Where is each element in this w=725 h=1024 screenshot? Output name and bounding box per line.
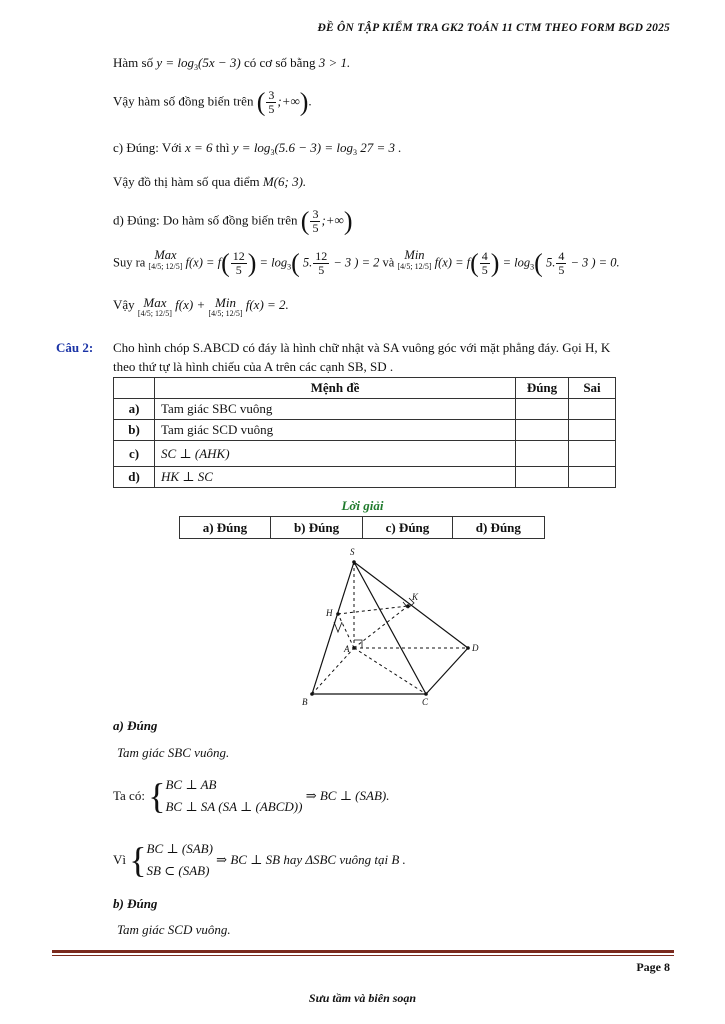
- answer-c: c) Đúng: [363, 517, 452, 539]
- text: thì: [215, 140, 233, 155]
- text: Vậy đồ thị hàm số qua điểm: [113, 174, 263, 189]
- point-k: [406, 604, 410, 608]
- math: (5.6 − 3) = log: [274, 140, 354, 155]
- checkbox-true[interactable]: [516, 441, 569, 467]
- header-statement: Mệnh đề: [155, 378, 516, 399]
- statement-table: [113, 377, 616, 488]
- seg-hk: [338, 606, 408, 614]
- header-true: Đúng: [516, 378, 569, 399]
- math: ;+∞: [321, 212, 344, 228]
- question-label: Câu 2:: [56, 340, 94, 355]
- question-text-1: Cho hình chóp S.ABCD có đáy là hình chữ nhật và SA vuông góc với mặt phẳng đáy. Gọi H, K: [113, 340, 611, 355]
- part-a-line1: Tam giác SBC vuông.: [117, 745, 230, 760]
- line-c-true: c) Đúng: Với x = 6 thì $y = \log_3(5.6 - 3) = \log_3 27 = 3$ .: [113, 140, 402, 157]
- pyramid-figure: [290, 542, 490, 707]
- table-row: d) HK ⊥ SC: [114, 467, 616, 488]
- fraction: $\frac{3}{5}$: [312, 207, 319, 235]
- footer-divider-thin: [52, 955, 674, 956]
- text: Vậy: [113, 297, 138, 312]
- line-log-base: [113, 55, 350, 76]
- answer-table: [179, 516, 545, 539]
- point-a: [352, 646, 356, 650]
- fraction: $\frac{3}{5}$: [268, 88, 275, 116]
- math: y = log: [232, 140, 271, 155]
- part-b-heading: b) Đúng: [113, 896, 158, 911]
- math: 27 = 3 .: [357, 140, 402, 155]
- part-a-system-2: Vì { BC ⊥ (SAB) SB ⊂ (SAB) ⇒ BC ⊥ SB hay ΔSBC vuông tại B .: [113, 840, 406, 880]
- point-d: [466, 646, 470, 650]
- seg-ah: [338, 614, 354, 648]
- line-d-true: d) Đúng: Do hàm số đồng biến trên ( $\frac{3}{5}$ ;+∞): [113, 206, 353, 236]
- edge-sb: [312, 562, 354, 694]
- math: M(6; 3).: [262, 174, 307, 189]
- table-header-row: [114, 378, 616, 399]
- part-a-heading: a) Đúng: [113, 718, 158, 733]
- line-increasing: Vậy hàm số đồng biến trên ( $\frac{3}{5}$ ;+∞).: [113, 87, 312, 117]
- math: 3 > 1.: [318, 55, 351, 70]
- point-b: [310, 692, 314, 696]
- checkbox-true[interactable]: [516, 420, 569, 441]
- math: (5x − 3): [198, 55, 241, 70]
- max-operator: Max [4/5; 12/5]: [148, 248, 183, 271]
- text: d) Đúng: Do hàm số đồng biến trên: [113, 212, 301, 228]
- checkbox-true[interactable]: [516, 467, 569, 488]
- text: Vậy hàm số đồng biến trên: [113, 93, 257, 109]
- table-row: b) Tam giác SCD vuông: [114, 420, 616, 441]
- checkbox-false[interactable]: [569, 441, 616, 467]
- footer-divider: [52, 950, 674, 953]
- page-number: Page 8: [636, 960, 670, 974]
- checkbox-false[interactable]: [569, 399, 616, 420]
- min-operator: Min [4/5; 12/5]: [397, 248, 432, 271]
- checkbox-false[interactable]: [569, 420, 616, 441]
- text: c) Đúng: Với: [113, 140, 185, 155]
- question-text-2: theo thứ tự là hình chiếu của A trên các cạnh SB, SD .: [113, 359, 394, 374]
- min-operator: Min [4/5; 12/5]: [208, 295, 243, 318]
- label-s: S: [350, 547, 355, 557]
- solution-title: Lời giải: [341, 498, 384, 513]
- edge-ab: [312, 648, 354, 694]
- label-d: D: [472, 643, 479, 653]
- table-row: a) Tam giác SBC vuông: [114, 399, 616, 420]
- math: y = log: [156, 55, 194, 70]
- seg-ac: [354, 648, 426, 694]
- footer-credit: Sưu tầm và biên soạn: [308, 991, 417, 1005]
- table-row: c) SC ⊥ (AHK): [114, 441, 616, 467]
- answer-b: b) Đúng: [270, 517, 362, 539]
- label-b: B: [302, 697, 308, 707]
- edge-cd: [426, 648, 468, 694]
- text: Hàm số: [113, 55, 157, 70]
- label-c: C: [422, 697, 429, 707]
- header-false: Sai: [569, 378, 616, 399]
- text: Suy ra: [113, 255, 149, 270]
- edge-sc: [354, 562, 426, 694]
- point-s: [352, 560, 356, 564]
- line-sum: Vậy Max [4/5; 12/5] f(x) + Min [4/5; 12/5] f(x) = 2.: [113, 295, 289, 318]
- answer-a: a) Đúng: [180, 517, 271, 539]
- line-point-m: [113, 174, 306, 190]
- text: có cơ số bằng: [243, 55, 319, 70]
- math: x = 6: [185, 140, 213, 155]
- label-a: A: [344, 644, 350, 654]
- math-sub: 3: [194, 63, 198, 72]
- max-operator: Max [4/5; 12/5]: [137, 295, 172, 318]
- page-header: ĐỀ ÔN TẬP KIỂM TRA GK2 TOÁN 11 CTM THEO FORM BGD 2025: [317, 22, 670, 34]
- answer-d: d) Đúng: [452, 517, 544, 539]
- checkbox-false[interactable]: [569, 467, 616, 488]
- math: ;+∞: [277, 93, 300, 109]
- part-b-line1: Tam giác SCD vuông.: [117, 922, 231, 937]
- label-k: K: [412, 592, 419, 602]
- line-max-min: Suy ra Max [4/5; 12/5] f(x) = f( $\frac{12}{5}$ ) = $\log_3$( 5. $\frac{12}{5}$ − 3 ) = 2 và Min [4/5; 12/5] f(x) = f( $\frac{4}{5}$ ) = $\log_3$( 5. $\frac{4}{5}$ − 3 ) = 0.: [113, 248, 620, 278]
- point-c: [424, 692, 428, 696]
- part-a-system-1: Ta có: { BC ⊥ AB BC ⊥ SA (SA ⊥ (ABCD)) ⇒ BC ⊥ (SAB).: [113, 776, 390, 816]
- point-h: [336, 612, 340, 616]
- right-angle-h: [334, 622, 342, 632]
- label-h: H: [326, 608, 333, 618]
- checkbox-true[interactable]: [516, 399, 569, 420]
